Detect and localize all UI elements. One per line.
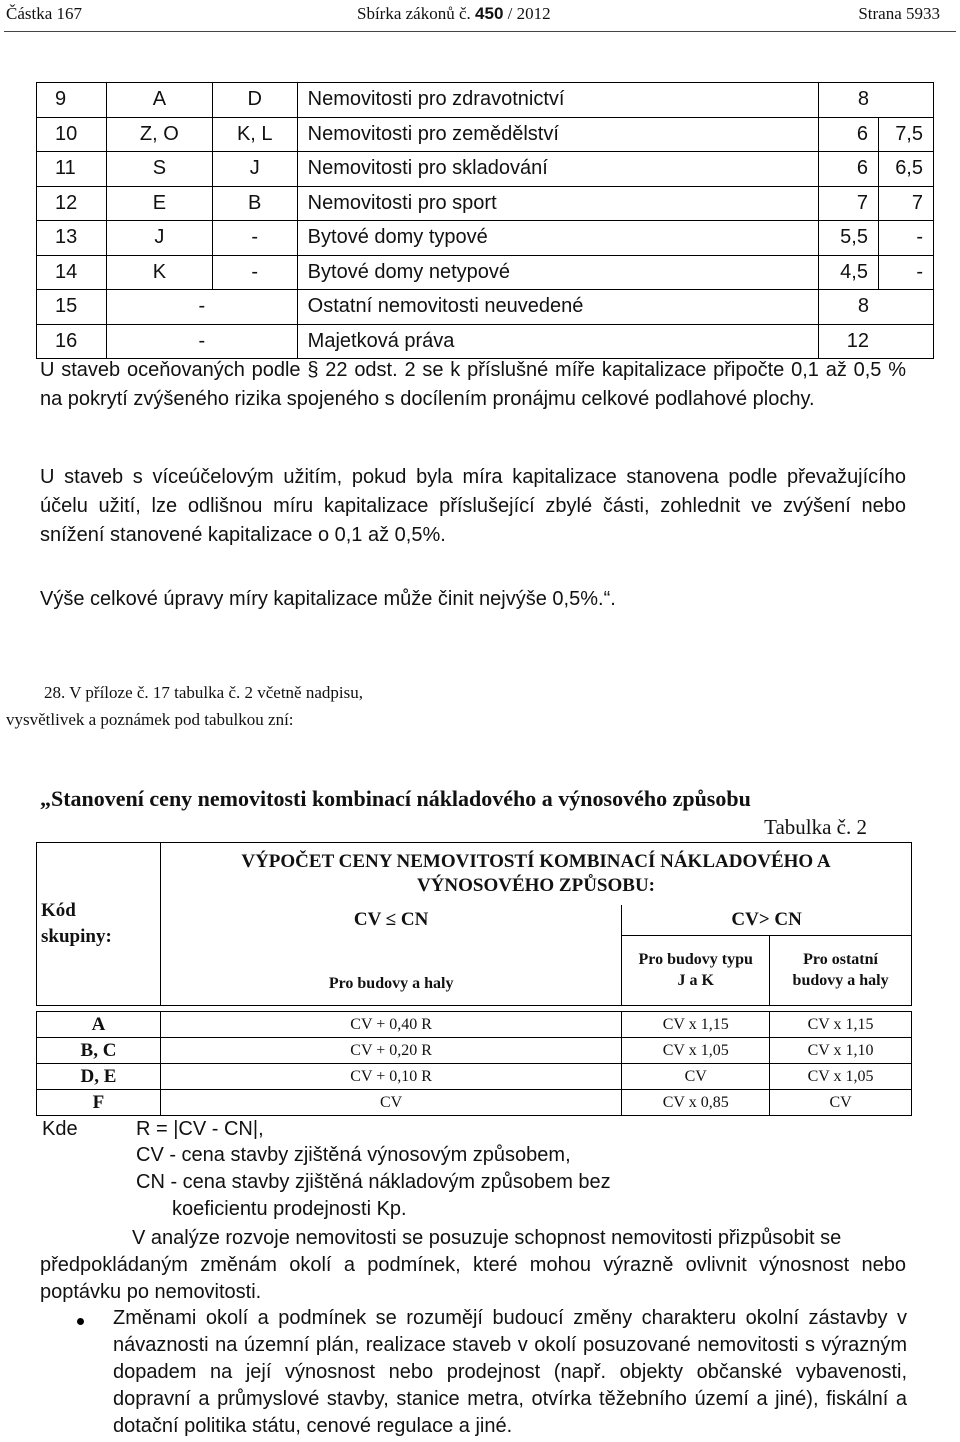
table-cell: - — [878, 255, 933, 290]
table-cell: 5,5 — [819, 221, 879, 256]
legend-r-definition: R = |CV - CN|, — [136, 1118, 264, 1140]
table-label: Tabulka č. 2 — [764, 815, 867, 839]
header-divider — [4, 31, 956, 32]
table-cell: 10 — [37, 117, 107, 152]
table-row — [37, 1064, 912, 1090]
table-cell: Bytové domy typové — [297, 221, 818, 256]
table-cell: - — [106, 290, 297, 325]
table-row — [37, 186, 934, 221]
table-cell: 15 — [37, 290, 107, 325]
formula-cell: CV — [160, 1090, 621, 1116]
header-collection — [357, 4, 551, 24]
section-title: „Stanovení ceny nemovitosti kombinací nákladového a výnosového způsobu — [40, 786, 751, 811]
formula-cell: CV x 1,10 — [770, 1038, 912, 1064]
table-row — [37, 221, 934, 256]
formula-cell: CV — [770, 1090, 912, 1116]
group-cv-gt-cn: CV> CN — [622, 905, 912, 935]
table-cell: D — [212, 83, 297, 118]
table-cell: - — [878, 221, 933, 256]
legend-cn-definition-line2: koeficientu prodejnosti Kp. — [172, 1198, 407, 1220]
formula-cell: CV + 0,20 R — [160, 1038, 621, 1064]
bullet-icon — [77, 1318, 84, 1325]
sub-header-other-line2: budovy a haly — [792, 972, 889, 990]
group-code-cell: B, C — [37, 1038, 161, 1064]
table-row — [37, 290, 934, 325]
table-cell: Nemovitosti pro skladování — [297, 152, 818, 187]
formula-cell: CV — [622, 1064, 770, 1090]
table-cell: Bytové domy netypové — [297, 255, 818, 290]
header-part-number: Částka 167 — [6, 4, 83, 23]
table-cell: 9 — [37, 83, 107, 118]
paragraph-max-adjustment: Výše celkové úpravy míry kapitalizace může činit nejvýše 0,5%.“. — [40, 588, 616, 610]
table-cell: Z, O — [106, 117, 212, 152]
table-cell: 6,5 — [878, 152, 933, 187]
table-cell: 16 — [37, 324, 107, 359]
table-cell: 8 — [819, 83, 934, 118]
combined-method-table — [36, 842, 912, 1116]
analysis-paragraph: předpokládaným změnám okolí a podmínek, které mohou výrazně ovlivnit výnosnost nebo poptávku po nemovitosti. — [40, 1254, 906, 1303]
code-group-header-text: Kód skupiny: — [41, 900, 112, 947]
main-header-line2: VÝNOSOVÉHO ZPŮSOBU: — [416, 875, 655, 896]
table-cell: 4,5 — [819, 255, 879, 290]
code-group-header — [37, 843, 161, 1006]
main-header — [160, 843, 911, 906]
table-cell: 12 — [37, 186, 107, 221]
legend-cv-definition: CV - cena stavby zjištěná výnosovým způsobem, — [136, 1144, 571, 1166]
table-row — [37, 1038, 912, 1064]
table-cell: - — [106, 324, 297, 359]
table-cell: B — [212, 186, 297, 221]
table-row — [37, 324, 934, 359]
formula-cell: CV x 0,85 — [622, 1090, 770, 1116]
table-row — [37, 117, 934, 152]
table-cell: Nemovitosti pro zemědělství — [297, 117, 818, 152]
table-cell: J — [106, 221, 212, 256]
sub-header-other — [770, 935, 912, 1006]
sub-header-types-jk-line1: Pro budovy typu — [638, 951, 753, 969]
formula-cell: CV x 1,15 — [770, 1012, 912, 1038]
table-row — [37, 255, 934, 290]
table-cell: 13 — [37, 221, 107, 256]
formula-cell: CV + 0,10 R — [160, 1064, 621, 1090]
header-collection-prefix: Sbírka zákonů č. — [357, 4, 471, 23]
sub-header-other-line1: Pro ostatní — [803, 951, 878, 969]
table-cell: K — [106, 255, 212, 290]
table-cell: A — [106, 83, 212, 118]
table-cell: - — [212, 221, 297, 256]
group-cv-le-cn: CV ≤ CN — [160, 905, 621, 935]
formula-cell: CV x 1,05 — [770, 1064, 912, 1090]
table-cell: K, L — [212, 117, 297, 152]
table-cell: 12 — [819, 324, 934, 359]
table-row — [37, 152, 934, 187]
sub-header-buildings-halls: Pro budovy a haly — [160, 935, 621, 1006]
table-cell: 8 — [819, 290, 934, 325]
paragraph-rental-risk: U staveb oceňovaných podle § 22 odst. 2 se k příslušné míře kapitalizace připočte 0,1 až 0,5 % na pokrytí zvýšeného rizika spojeného s docílením pronájmu celkové podlahové plochy. — [40, 359, 906, 410]
legend-cn-definition-line1: CN - cena stavby zjištěná nákladovým způsobem bez — [136, 1171, 611, 1193]
formula-cell: CV x 1,05 — [622, 1038, 770, 1064]
analysis-first-line: V analýze rozvoje nemovitosti se posuzuje schopnost nemovitosti přizpůsobit se — [132, 1227, 842, 1249]
bullet-changes-in-surroundings: Změnami okolí a podmínek se rozumějí budoucí změny charakteru okolní zástavby v návaznosti na územní plán, realizace staveb v okolí posuzované nemovitosti s výrazným dopadem na její výnosnost nebo prodejnost (např. objekty občanské vybavenosti, dopravní a průmyslové stavby, stanice metra, otvírka těžebního území a jiné), fiskální a dotační politika státu, cenové regulace a jiné. — [113, 1307, 907, 1437]
main-header-line1: VÝPOČET CENY NEMOVITOSTÍ KOMBINACÍ NÁKLADOVÉHO A — [241, 851, 831, 872]
header-page-number: Strana 5933 — [858, 4, 940, 23]
table-cell: - — [212, 255, 297, 290]
table-cell: 7,5 — [878, 117, 933, 152]
table-cell: Nemovitosti pro zdravotnictví — [297, 83, 818, 118]
sub-header-types-jk — [622, 935, 770, 1006]
amendment-point-line1: 28. V příloze č. 17 tabulka č. 2 včetně nadpisu, — [44, 683, 363, 702]
table-cell: 7 — [878, 186, 933, 221]
table-cell: 6 — [819, 152, 879, 187]
amendment-point-line2: vysvětlivek a poznámek pod tabulkou zní: — [6, 710, 294, 729]
table-row — [37, 1090, 912, 1116]
legend-where: Kde — [42, 1118, 78, 1140]
sub-header-types-jk-line2: J a K — [677, 972, 714, 990]
formula-cell: CV + 0,40 R — [160, 1012, 621, 1038]
formula-cell: CV x 1,15 — [622, 1012, 770, 1038]
table-cell: 6 — [819, 117, 879, 152]
paragraph-multipurpose: U staveb s víceúčelovým užitím, pokud byla míra kapitalizace stanovena podle převažujícího účelu užití, lze odlišnou míru kapitalizace příslušející zbylé části, zohlednit ve zvýšení nebo snížení stanovené kapitalizace o 0,1 až 0,5%. — [40, 466, 906, 546]
header-year: / 2012 — [507, 4, 551, 23]
table-row — [37, 83, 934, 118]
table-cell: E — [106, 186, 212, 221]
capitalization-rate-table — [36, 82, 934, 359]
table-cell: Nemovitosti pro sport — [297, 186, 818, 221]
group-code-cell: F — [37, 1090, 161, 1116]
table-cell: Ostatní nemovitosti neuvedené — [297, 290, 818, 325]
table-row — [37, 1012, 912, 1038]
group-code-cell: A — [37, 1012, 161, 1038]
table-cell: 14 — [37, 255, 107, 290]
table-cell: J — [212, 152, 297, 187]
table-cell: Majetková práva — [297, 324, 818, 359]
group-code-cell: D, E — [37, 1064, 161, 1090]
table-cell: 11 — [37, 152, 107, 187]
table-cell: S — [106, 152, 212, 187]
table-cell: 7 — [819, 186, 879, 221]
header-law-number: 450 — [475, 4, 504, 23]
